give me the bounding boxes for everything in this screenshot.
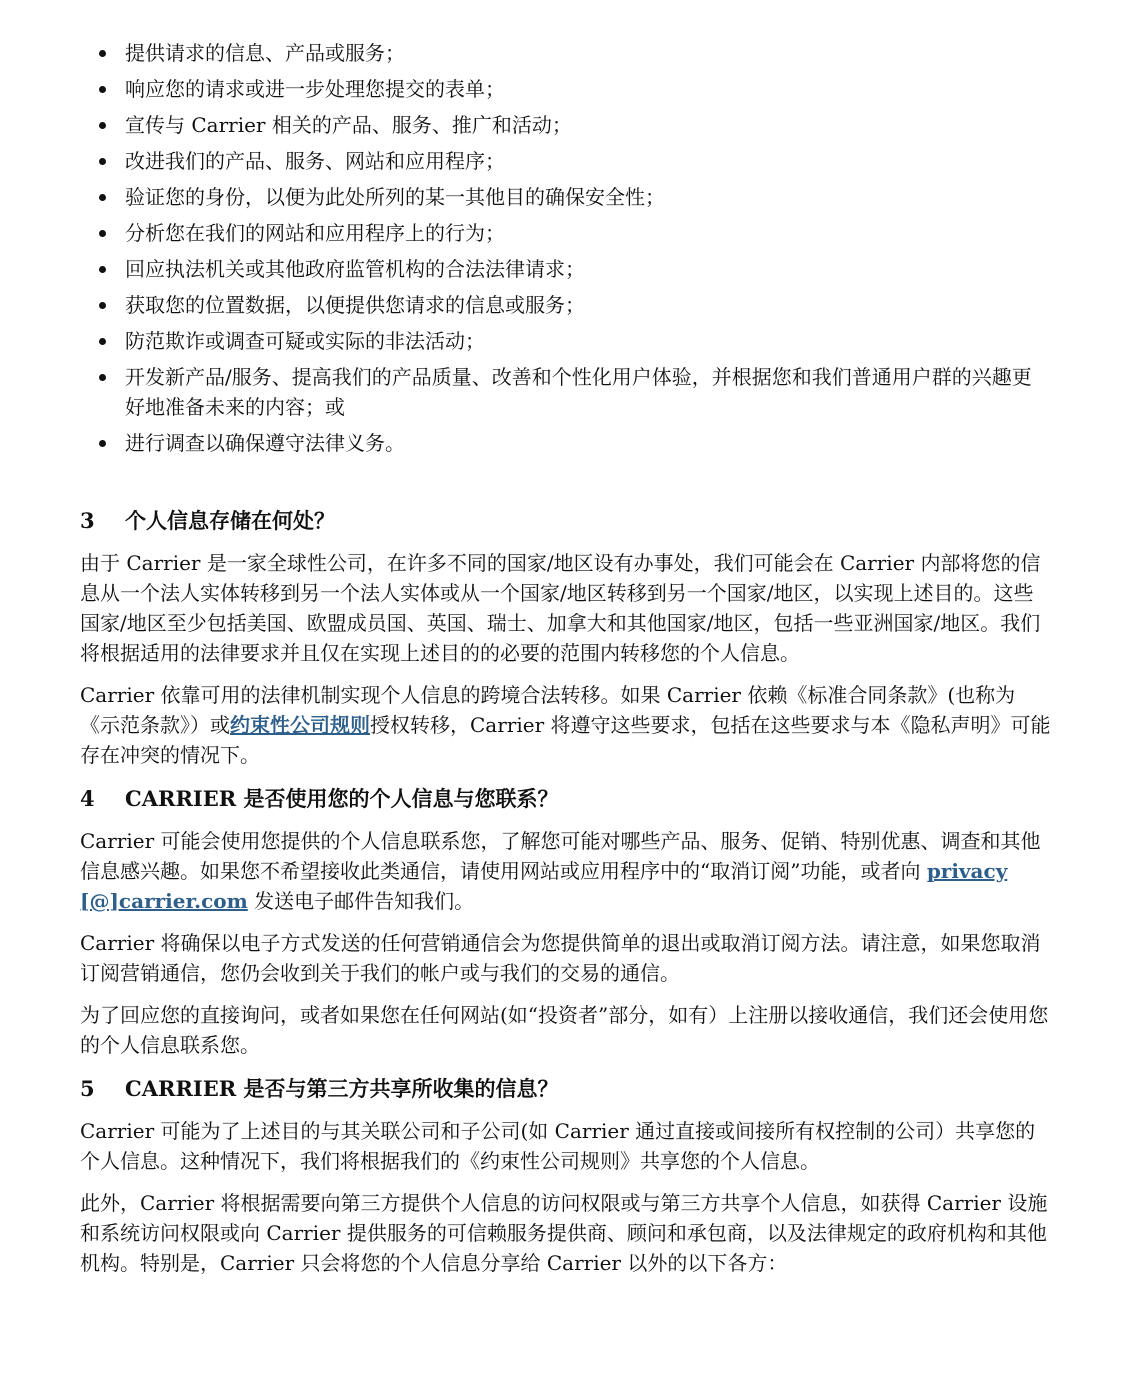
list-item: 宣传与 Carrier 相关的产品、服务、推广和活动；: [125, 110, 1051, 140]
bullet-icon: [99, 86, 106, 93]
list-item: 提供请求的信息、产品或服务；: [125, 38, 1051, 68]
bullet-icon: [99, 50, 106, 57]
section-5-heading: [80, 1074, 1051, 1104]
bullet-icon: [99, 440, 106, 447]
bullet-icon: [99, 158, 106, 165]
section-title: CARRIER 是否使用您的个人信息与您联系？: [125, 786, 559, 811]
binding-corporate-rules-link[interactable]: 约束性公司规则: [230, 713, 370, 737]
bullet-icon: [99, 302, 106, 309]
list-item: 响应您的请求或进一步处理您提交的表单；: [125, 74, 1051, 104]
section-3-paragraph-2: Carrier 依靠可用的法律机制实现个人信息的跨境合法转移。如果 Carrier 依赖《标准合同条款》(也称为《示范条款》）或约束性公司规则授权转移，Carrier 将遵守这些要求，包括在这些要求与本《隐私声明》可能存在冲突的情况下。: [80, 683, 1051, 767]
list-item: 验证您的身份，以便为此处所列的某一其他目的确保安全性；: [125, 182, 1051, 212]
section-4-paragraph-2: Carrier 将确保以电子方式发送的任何营销通信会为您提供简单的退出或取消订阅方法。请注意，如果您取消订阅营销通信，您仍会收到关于我们的帐户或与我们的交易的通信。: [80, 931, 1041, 985]
bullet-icon: [99, 122, 106, 129]
privacy-email-link[interactable]: privacy [@]carrier.com: [80, 859, 1008, 913]
bullet-icon: [99, 374, 106, 381]
list-item: 改进我们的产品、服务、网站和应用程序；: [125, 146, 1051, 176]
section-3-heading: [80, 506, 1051, 536]
section-number: 4: [80, 786, 95, 811]
section-5-paragraph-2: 此外，Carrier 将根据需要向第三方提供个人信息的访问权限或与第三方共享个人信息，如获得 Carrier 设施和系统访问权限或向 Carrier 提供服务的可信赖服务提供商、顾问和承包商，以及法律规定的政府机构和其他机构。特别是，Carrier 只会将您的个人信息分享给 Carrier 以外的以下各方：: [80, 1191, 1048, 1275]
bullet-icon: [99, 194, 106, 201]
list-item: 回应执法机关或其他政府监管机构的合法法律请求；: [125, 254, 1051, 284]
section-number: 3: [80, 508, 95, 533]
section-4-heading: [80, 784, 1051, 814]
purpose-list: [80, 38, 1051, 458]
section-title: 个人信息存储在何处？: [125, 508, 335, 533]
list-item: 获取您的位置数据，以便提供您请求的信息或服务；: [125, 290, 1051, 320]
section-3-paragraph-1: 由于 Carrier 是一家全球性公司，在许多不同的国家/地区设有办事处，我们可能会在 Carrier 内部将您的信息从一个法人实体转移到另一个法人实体或从一个国家/地区转移到另一个国家/地区，以实现上述目的。这些国家/地区至少包括美国、欧盟成员国、英国、瑞士、加拿大和其他国家/地区，包括一些亚洲国家/地区。我们将根据适用的法律要求并且仅在实现上述目的的必要的范围内转移您的个人信息。: [80, 551, 1041, 665]
bullet-icon: [99, 266, 106, 273]
list-item: 进行调查以确保遵守法律义务。: [125, 428, 1051, 458]
section-5-paragraph-1: Carrier 可能为了上述目的与其关联公司和子公司(如 Carrier 通过直接或间接所有权控制的公司）共享您的个人信息。这种情况下，我们将根据我们的《约束性公司规则》共享您的个人信息。: [80, 1119, 1036, 1173]
list-item: 分析您在我们的网站和应用程序上的行为；: [125, 218, 1051, 248]
section-title: CARRIER 是否与第三方共享所收集的信息？: [125, 1076, 559, 1101]
bullet-icon: [99, 338, 106, 345]
list-item: 开发新产品/服务、提高我们的产品质量、改善和个性化用户体验，并根据您和我们普通用户群的兴趣更好地准备未来的内容；或: [125, 362, 1051, 422]
section-number: 5: [80, 1076, 95, 1101]
section-4-paragraph-1: Carrier 可能会使用您提供的个人信息联系您，了解您可能对哪些产品、服务、促销、特别优惠、调查和其他信息感兴趣。如果您不希望接收此类通信，请使用网站或应用程序中的“取消订阅”功能，或者向 privacy [@]carrier.com 发送电子邮件告知我们。: [80, 829, 1041, 913]
section-4-paragraph-3: 为了回应您的直接询问，或者如果您在任何网站(如“投资者”部分，如有）上注册以接收通信，我们还会使用您的个人信息联系您。: [80, 1003, 1049, 1057]
list-item: 防范欺诈或调查可疑或实际的非法活动；: [125, 326, 1051, 356]
bullet-icon: [99, 230, 106, 237]
